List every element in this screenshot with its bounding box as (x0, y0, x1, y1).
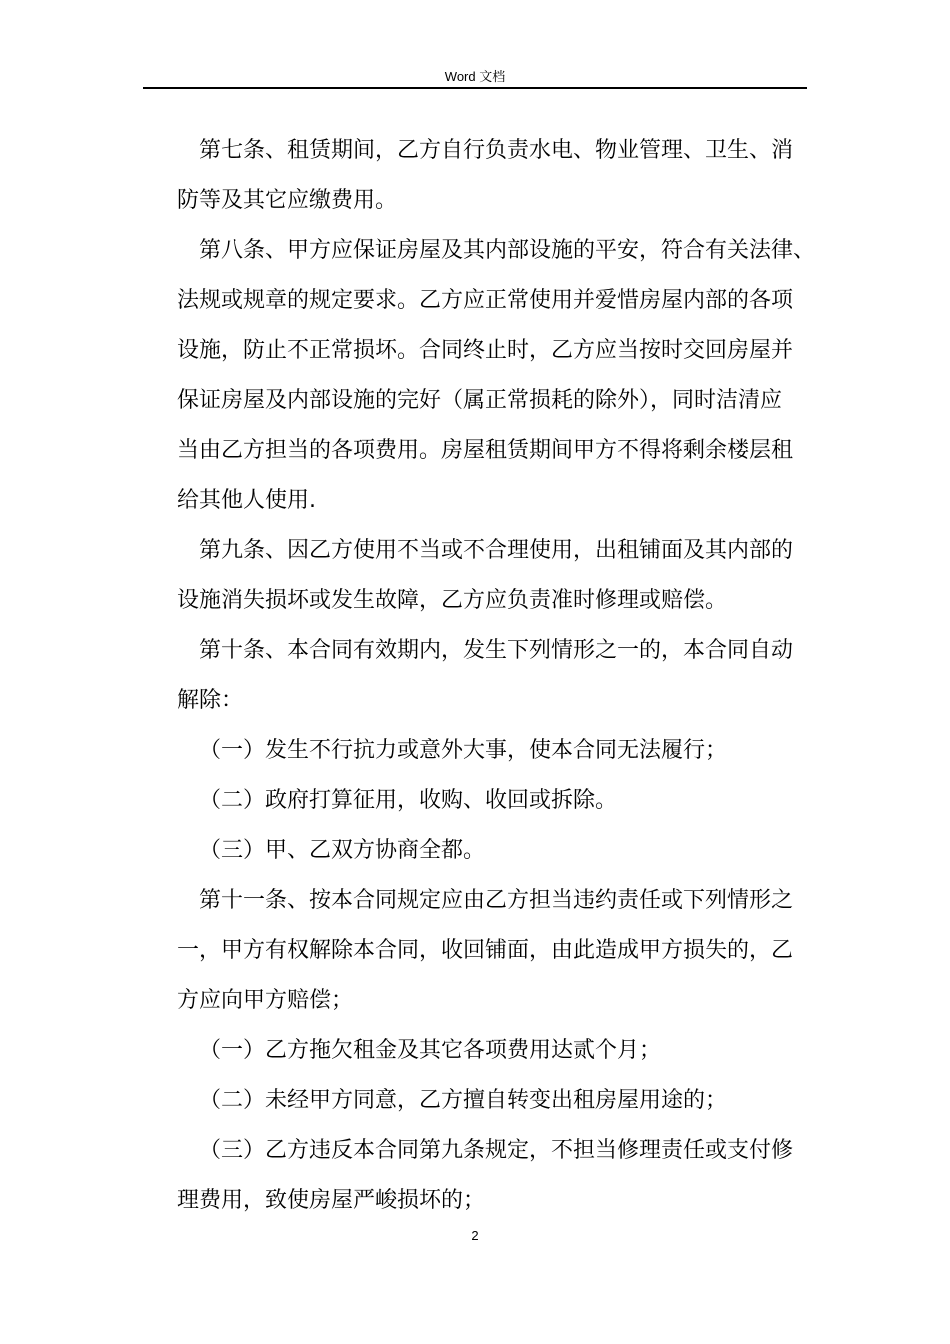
text-line: （二）未经甲方同意，乙方擅自转变出租房屋用途的； (199, 1088, 728, 1113)
text-line: 保证房屋及内部设施的完好（属正常损耗的除外），同时洁清应 (177, 388, 783, 413)
text-line: 给其他人使用. (177, 488, 316, 513)
text-line: （三）乙方违反本合同第九条规定，不担当修理责任或支付修 (199, 1138, 794, 1163)
text-line: 第十条、本合同有效期内，发生下列情形之一的，本合同自动 (199, 638, 794, 663)
text-line: 第七条、租赁期间，乙方自行负责水电、物业管理、卫生、消 (199, 138, 794, 163)
text-line: （二）政府打算征用，收购、收回或拆除。 (199, 788, 618, 813)
page-number: 2 (471, 1228, 479, 1243)
text-line: 解除： (177, 688, 244, 713)
text-line: 理费用，致使房屋严峻损坏的； (177, 1188, 486, 1213)
text-line: （一）发生不行抗力或意外大事，使本合同无法履行； (199, 738, 728, 763)
text-line: 一，甲方有权解除本合同，收回铺面，由此造成甲方损失的，乙 (177, 938, 794, 963)
text-line: 法规或规章的规定要求。乙方应正常使用并爱惜房屋内部的各项 (177, 288, 794, 313)
text-line: 方应向甲方赔偿； (177, 988, 354, 1013)
header-title: Word 文档 (444, 69, 506, 84)
header-divider (143, 87, 807, 89)
text-line: 当由乙方担当的各项费用。房屋租赁期间甲方不得将剩余楼层租 (177, 438, 794, 463)
text-line: （三）甲、乙双方协商全都。 (199, 838, 486, 863)
text-line: 第十一条、按本合同规定应由乙方担当违约责任或下列情形之 (199, 888, 794, 913)
text-line: 设施，防止不正常损坏。合同终止时，乙方应当按时交回房屋并 (177, 338, 794, 363)
text-line: 第九条、因乙方使用不当或不合理使用，出租铺面及其内部的 (199, 538, 794, 563)
text-line: （一）乙方拖欠租金及其它各项费用达贰个月； (199, 1038, 662, 1063)
text-line: 设施消失损坏或发生故障，乙方应负责准时修理或赔偿。 (177, 588, 728, 613)
text-line: 第八条、甲方应保证房屋及其内部设施的平安，符合有关法律、 (199, 238, 816, 263)
text-line: 防等及其它应缴费用。 (177, 188, 398, 213)
